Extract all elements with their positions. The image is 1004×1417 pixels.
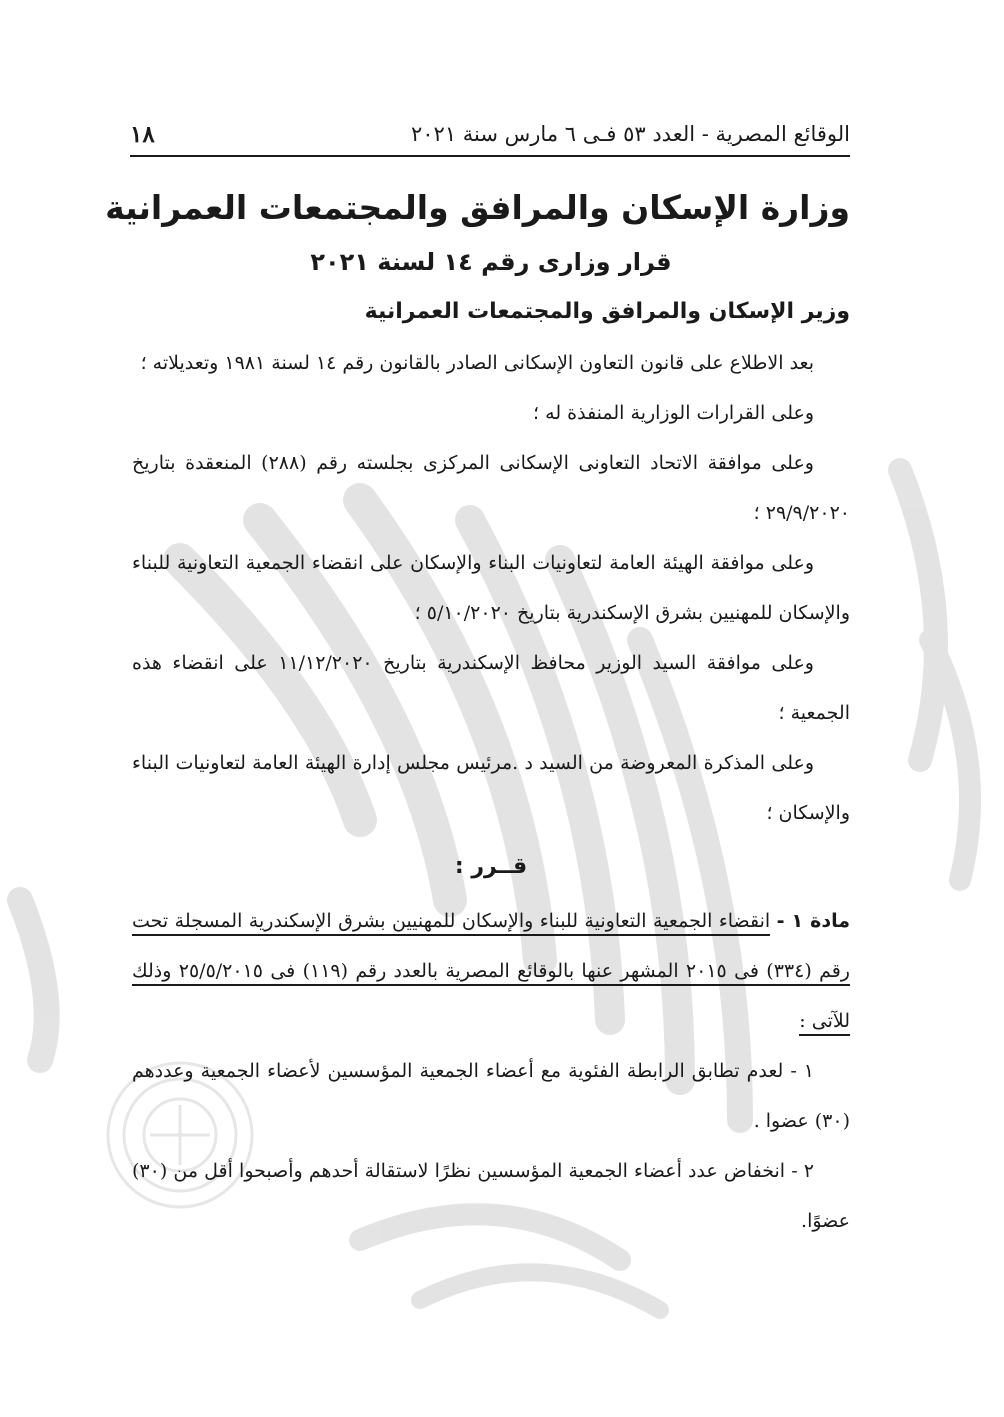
page-number: ١٨ xyxy=(130,120,155,148)
gazette-issue-line: الوقائع المصرية - العدد ٥٣ فـى ٦ مارس سنة ٢٠٢١ xyxy=(410,122,850,146)
ministry-title: وزارة الإسكان والمرافق والمجتمعات العمرانية xyxy=(105,188,850,227)
article-one xyxy=(132,896,850,1046)
preamble-paragraph: وعلى موافقة السيد الوزير محافظ الإسكندرية بتاريخ ١١/١٢/٢٠٢٠ على انقضاء هذه الجمعية ؛ xyxy=(132,652,850,724)
preamble-paragraph: وعلى المذكرة المعروضة من السيد د .مرئيس مجلس إدارة الهيئة العامة لتعاونيات البناء والإسكان ؛ xyxy=(132,752,850,824)
preamble-paragraph: وعلى موافقة الاتحاد التعاونى الإسكانى المركزى بجلسته رقم (٢٨٨) المنعقدة بتاريخ ٢٩/٩/٢٠٢٠ ؛ xyxy=(132,452,850,524)
minister-title: وزير الإسكان والمرافق والمجتمعات العمرانية xyxy=(364,299,850,324)
preamble-paragraph: بعد الاطلاع على قانون التعاون الإسكانى الصادر بالقانون رقم ١٤ لسنة ١٩٨١ وتعديلاته ؛ xyxy=(140,352,814,374)
reason-item: ١ - لعدم تطابق الرابطة الفئوية مع أعضاء الجمعية المؤسسين لأعضاء الجمعية وعددهم (٣٠) عضوا . xyxy=(132,1060,850,1132)
article-label: مادة ١ - xyxy=(776,910,850,932)
running-header xyxy=(130,114,850,154)
article-text: انقضاء الجمعية التعاونية للبناء والإسكان للمهنيين بشرق الإسكندرية المسجلة تحت رقم (٣٣٤) فى ٢٠١٥ المشهر عنها بالوقائع المصرية بالعدد رقم (١١٩) فى ٢٥/٥/٢٠١٥ وذلك للآتى : xyxy=(132,910,850,1036)
preamble-paragraph: وعلى موافقة الهيئة العامة لتعاونيات البناء والإسكان على انقضاء الجمعية التعاونية للبناء والإسكان للمهنيين بشرق الإسكندرية بتاريخ ٥/١٠/٢٠٢٠ ؛ xyxy=(132,552,850,624)
decree-body xyxy=(105,178,850,1246)
header-divider xyxy=(130,155,850,157)
decree-title: قرار وزارى رقم ١٤ لسنة ٢٠٢١ xyxy=(310,248,672,276)
reason-item: ٢ - انخفاض عدد أعضاء الجمعية المؤسسين نظرًا لاستقالة أحدهم وأصبحوا أقل من (٣٠) عضوًا. xyxy=(132,1160,850,1232)
preamble-paragraph: وعلى القرارات الوزارية المنفذة له ؛ xyxy=(533,402,814,424)
decided-heading: قــرر : xyxy=(454,854,528,879)
